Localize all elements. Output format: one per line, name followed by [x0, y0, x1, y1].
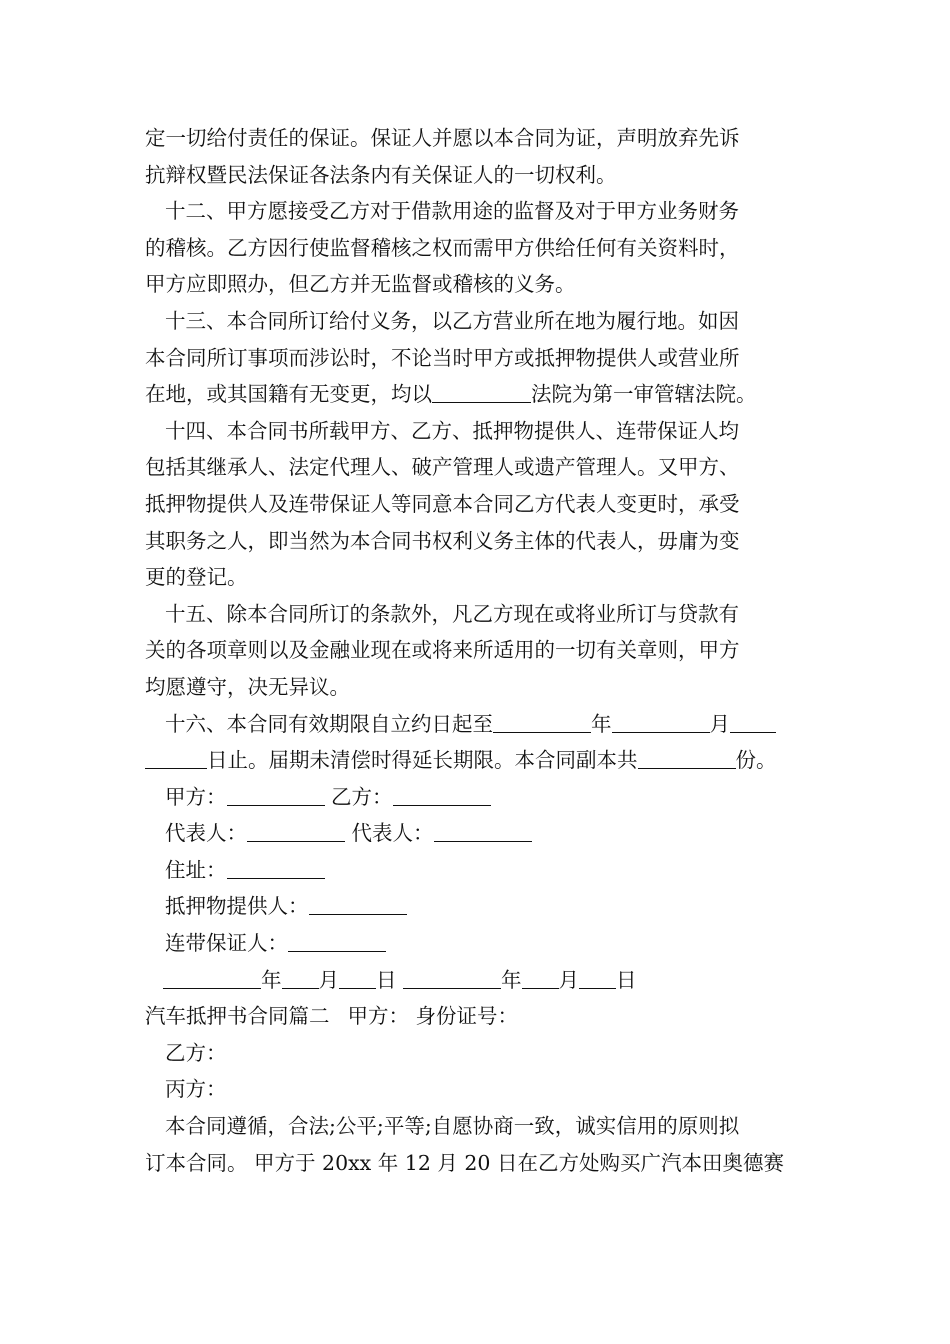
id-number-label: 身份证号：: [415, 1004, 519, 1029]
text-segment: 月: [709, 711, 730, 736]
signature-party-line: [145, 779, 825, 816]
copies-blank: [638, 748, 736, 769]
guarantor-blank: [288, 931, 386, 952]
text-segment: 年: [591, 711, 612, 736]
text-line: 包括其继承人、法定代理人、破产管理人或遗产管理人。又甲方、: [145, 455, 740, 480]
text-segment: 日: [376, 967, 397, 992]
contract-text: [145, 120, 825, 1181]
end-day-blank-part1: [730, 712, 776, 733]
section-title: 汽车抵押书合同篇二: [145, 1004, 330, 1029]
signature-address-line: [145, 852, 825, 889]
text-segment: 月: [318, 967, 339, 992]
text-segment: 月: [558, 967, 580, 992]
end-month-blank: [612, 712, 710, 733]
end-year-blank: [493, 712, 591, 733]
date-b-day-blank: [579, 968, 616, 989]
representative-a-blank: [247, 821, 345, 842]
text-segment: 法院为第一审管辖法院。: [531, 382, 757, 407]
text-segment: 十六、本合同有效期限自立约日起至: [165, 711, 493, 736]
text-line: 甲方应即照办，但乙方并无监督或稽核的义务。: [145, 272, 576, 297]
signature-guarantor-line: [145, 925, 825, 962]
text-segment: 年: [261, 967, 282, 992]
party-a-label: 甲方：: [347, 1004, 409, 1029]
clause-16-line: [145, 706, 825, 743]
signature-representative-line: [145, 815, 825, 852]
text-line: 本合同所订事项而涉讼时，不论当时甲方或抵押物提供人或营业所: [145, 345, 740, 370]
representative-b-label: 代表人：: [351, 821, 434, 846]
party-c-line: 丙方：: [165, 1077, 227, 1102]
address-blank: [227, 858, 325, 879]
section-heading-line: [145, 998, 825, 1035]
text-segment: 在地，或其国籍有无变更，均以: [145, 382, 432, 407]
text-line: 其职务之人，即当然为本合同书权利义务主体的代表人，毋庸为变: [145, 528, 740, 553]
signature-date-line: [145, 962, 825, 999]
text-line: 订本合同。 甲方于 20xx 年 12 月 20 日在乙方处购买广汽本田奥德赛: [145, 1150, 784, 1175]
party-a-label: 甲方：: [165, 784, 227, 809]
clause-13-line: 十三、本合同所订给付义务，以乙方营业所在地为履行地。如因: [165, 308, 739, 333]
representative-b-blank: [434, 821, 532, 842]
date-a-year-blank: [163, 968, 261, 989]
party-a-blank: [227, 785, 325, 806]
text-line: [145, 376, 825, 413]
text-segment: 日: [616, 967, 637, 992]
date-b-month-blank: [522, 968, 559, 989]
text-segment: 年: [501, 967, 522, 992]
party-b-blank: [393, 785, 491, 806]
guarantor-label: 连带保证人：: [165, 931, 288, 956]
text-line: [145, 742, 825, 779]
clause-14-line: 十四、本合同书所载甲方、乙方、抵押物提供人、连带保证人均: [165, 418, 739, 443]
text-line: 的稽核。乙方因行使监督稽核之权而需甲方供给任何有关资料时，: [145, 235, 740, 260]
text-segment: 份。: [735, 748, 777, 773]
party-b-label: 乙方：: [331, 784, 393, 809]
date-a-month-blank: [282, 968, 319, 989]
clause-15-line: 十五、除本合同所订的条款外，凡乙方现在或将业所订与贷款有: [165, 601, 739, 626]
text-line: 抗辩权暨民法保证各法条内有关保证人的一切权利。: [145, 162, 617, 187]
court-blank: [432, 382, 531, 403]
text-line: 本合同遵循，合法;公平;平等;自愿协商一致，诚实信用的原则拟: [165, 1114, 740, 1139]
text-line: 定一切给付责任的保证。保证人并愿以本合同为证，声明放弃先诉: [145, 126, 740, 150]
date-b-year-blank: [403, 968, 501, 989]
clause-12-line: 十二、甲方愿接受乙方对于借款用途的监督及对于甲方业务财务: [165, 199, 739, 224]
text-segment: 日止。届期未清偿时得延长期限。本合同副本共: [207, 748, 638, 773]
mortgagor-blank: [309, 894, 407, 915]
representative-a-label: 代表人：: [165, 821, 247, 846]
party-b-line: 乙方：: [165, 1040, 227, 1065]
end-day-blank-part2: [145, 748, 207, 769]
text-line: 关的各项章则以及金融业现在或将来所适用的一切有关章则，甲方: [145, 638, 740, 663]
mortgagor-label: 抵押物提供人：: [165, 894, 309, 919]
date-a-day-blank: [339, 968, 376, 989]
text-line: 均愿遵守，决无异议。: [145, 674, 350, 699]
address-label: 住址：: [165, 857, 227, 882]
signature-mortgagor-line: [145, 888, 825, 925]
text-line: 抵押物提供人及连带保证人等同意本合同乙方代表人变更时，承受: [145, 491, 740, 516]
text-line: 更的登记。: [145, 565, 248, 590]
